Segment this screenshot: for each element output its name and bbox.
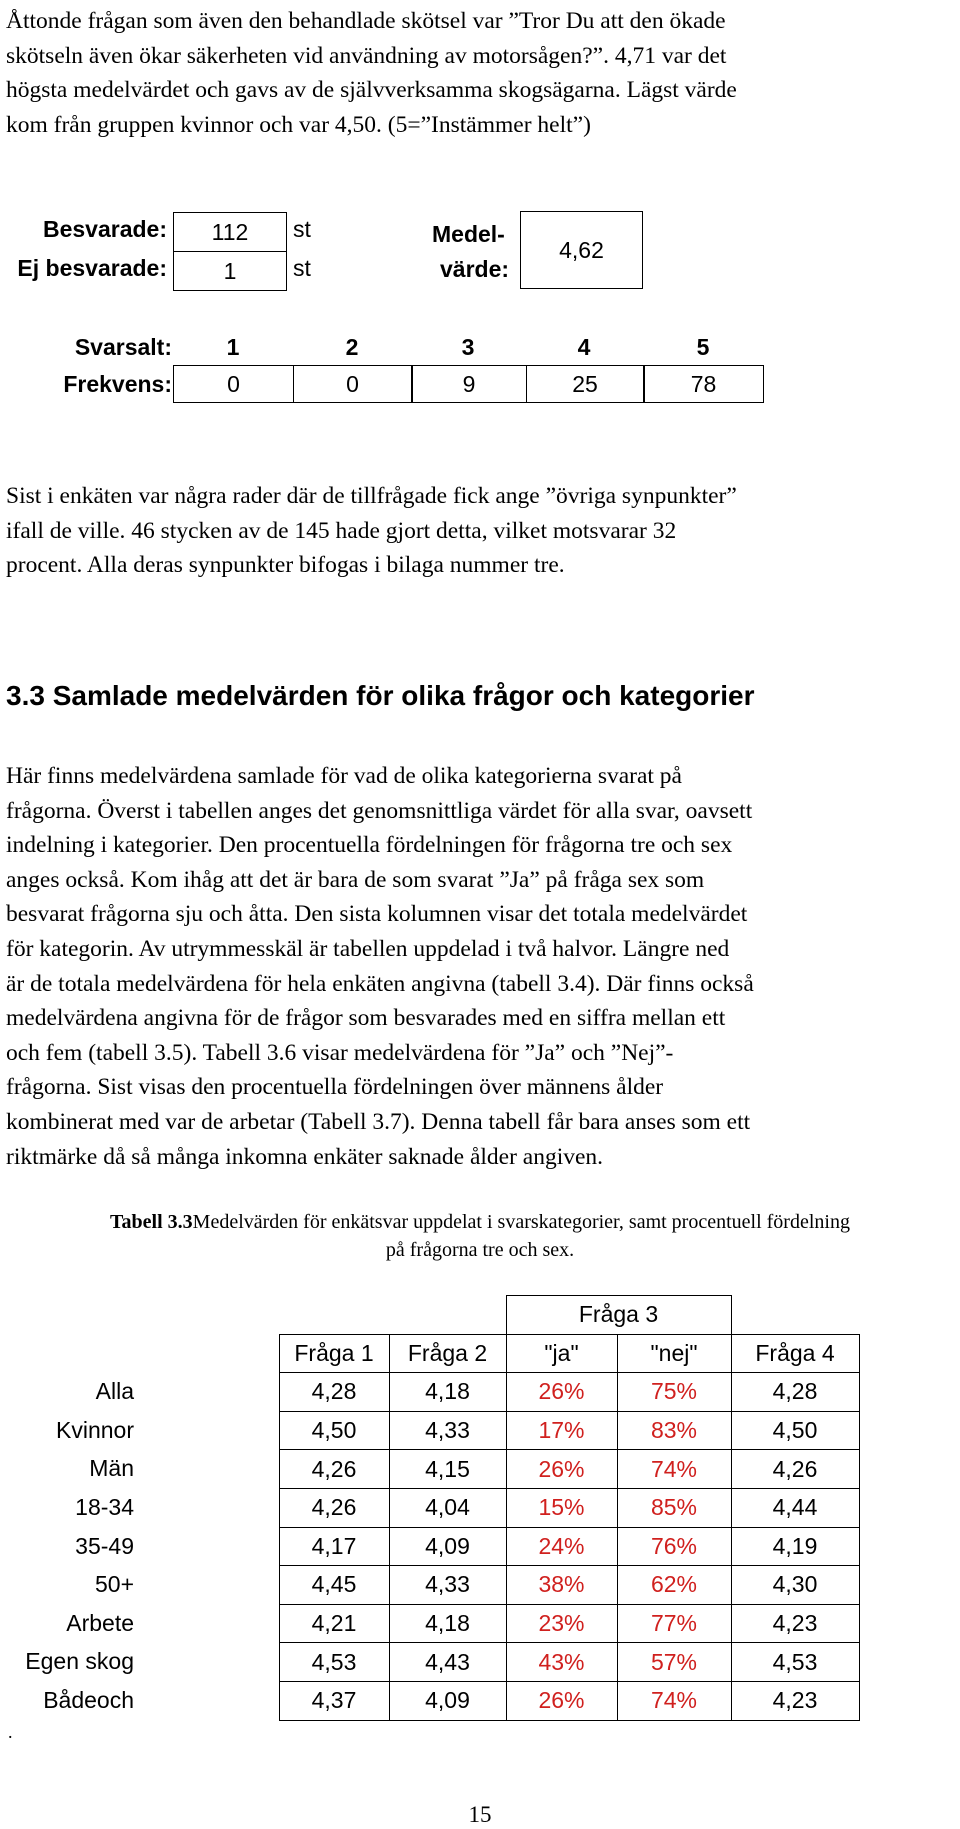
- table-cell: 77%: [617, 1604, 731, 1643]
- answer-option: 2: [345, 334, 359, 360]
- frequency-count: 0: [293, 365, 413, 403]
- answer-option: 5: [696, 334, 710, 360]
- comments-line: Sist i enkäten var några rader där de tillfrågade fick ange ”övriga synpunkter”: [6, 483, 737, 509]
- answer-options-label: Svarsalt:: [74, 334, 172, 360]
- table-cell: 4,43: [389, 1643, 506, 1682]
- comments-paragraph: [6, 479, 956, 583]
- table-cell: 4,53: [731, 1643, 859, 1682]
- table-cell: 4,53: [279, 1643, 389, 1682]
- row-label: Kvinnor: [56, 1416, 134, 1443]
- stray-mark: .: [8, 1722, 13, 1742]
- table-cell: 4,28: [279, 1373, 389, 1412]
- row-label: Bådeoch: [43, 1687, 134, 1713]
- table-cell: 74%: [617, 1681, 731, 1720]
- unanswered-unit: st: [293, 255, 311, 281]
- table-cell: 4,19: [731, 1527, 859, 1566]
- row-label-spacer: [138, 1604, 279, 1643]
- table-cell: 23%: [506, 1604, 617, 1643]
- row-label: Egen skog: [25, 1648, 134, 1675]
- table-cell: 4,18: [389, 1373, 506, 1412]
- mean-label: Medel-: [432, 221, 505, 247]
- table-cell: 4,17: [279, 1527, 389, 1566]
- table-cell: 4,09: [389, 1681, 506, 1720]
- table-cell: 4,33: [389, 1566, 506, 1605]
- column-header: Fråga 4: [731, 1334, 859, 1373]
- section-line: för kategorin. Av utrymmesskäl är tabellen uppdelad i två halvor. Längre ned: [6, 935, 730, 962]
- section-line: kombinerat med var de arbetar (Tabell 3.7). Denna tabell får bara anses som ett: [6, 1108, 751, 1135]
- table-group-header-row: [138, 1296, 859, 1335]
- caption-text: Medelvärden för enkätsvar uppdelat i svarskategorier, samt procentuell fördelning: [192, 1211, 850, 1233]
- caption-label: Tabell 3.3: [110, 1211, 193, 1233]
- table-cell: 26%: [506, 1681, 617, 1720]
- row-label: Arbete: [66, 1609, 134, 1636]
- table-cell: 4,26: [279, 1488, 389, 1527]
- table-caption: [0, 1208, 960, 1264]
- table-cell: 4,23: [731, 1604, 859, 1643]
- row-label: 50+: [94, 1571, 134, 1598]
- table-cell: 24%: [506, 1527, 617, 1566]
- section-line: är de totala medelvärdena för hela enkäten angivna (tabell 3.4). Där finns också: [6, 970, 754, 997]
- section-paragraph: [6, 759, 956, 1174]
- row-label: Män: [89, 1455, 134, 1482]
- row-label-spacer: [138, 1411, 279, 1450]
- intro-line: skötseln även ökar säkerheten vid användning av motorsågen?”. 4,71 var det: [6, 42, 727, 69]
- section-line: frågorna. Sist visas den procentuella fördelningen över männens ålder: [6, 1074, 664, 1101]
- frequency-count: 0: [173, 365, 294, 403]
- unanswered-label: Ej besvarade:: [17, 255, 167, 281]
- section-heading: 3.3 Samlade medelvärden för olika frågor och kategorier: [6, 680, 755, 711]
- row-label: 35-49: [75, 1532, 134, 1559]
- row-label: Alla: [95, 1378, 134, 1405]
- table-cell: 4,44: [731, 1488, 859, 1527]
- table-cell: 4,30: [731, 1566, 859, 1605]
- table-cell: 4,50: [279, 1411, 389, 1450]
- unanswered-value: 1: [173, 251, 287, 291]
- section-line: anges också. Kom ihåg att det är bara de som svarat ”Ja” på fråga sex som: [6, 866, 705, 893]
- table-cell: 26%: [506, 1373, 617, 1412]
- group-header: Fråga 3: [506, 1296, 731, 1335]
- column-header: Fråga 2: [389, 1334, 506, 1373]
- table-cell: 83%: [617, 1411, 731, 1450]
- row-label-spacer: [138, 1681, 279, 1720]
- table-row: [138, 1643, 859, 1682]
- table-cell: 4,09: [389, 1527, 506, 1566]
- means-table: [138, 1295, 860, 1721]
- mean-label: värde:: [440, 256, 510, 282]
- answer-option: 3: [461, 334, 475, 360]
- table-cell: 4,26: [279, 1450, 389, 1489]
- intro-paragraph: [6, 4, 956, 142]
- section-line: Här finns medelvärdena samlade för vad de olika kategorierna svarat på: [6, 763, 682, 789]
- table-cell: 4,21: [279, 1604, 389, 1643]
- table-cell: 26%: [506, 1450, 617, 1489]
- row-label-spacer: [138, 1527, 279, 1566]
- table-row: [138, 1450, 859, 1489]
- answered-label: Besvarade:: [42, 216, 167, 242]
- section-line: riktmärke då så många inkomna enkäter saknade ålder angiven.: [6, 1143, 604, 1170]
- page-number: 15: [468, 1802, 492, 1827]
- table-cell: 85%: [617, 1488, 731, 1527]
- table-cell: 4,23: [731, 1681, 859, 1720]
- table-cell: 4,37: [279, 1681, 389, 1720]
- answer-option: 4: [577, 334, 591, 360]
- table-cell: 76%: [617, 1527, 731, 1566]
- frequency-count: 78: [643, 365, 764, 403]
- column-header: "nej": [617, 1334, 731, 1373]
- section-line: och fem (tabell 3.5). Tabell 3.6 visar medelvärdena för ”Ja” och ”Nej”-: [6, 1039, 674, 1066]
- caption-line: på frågorna tre och sex.: [385, 1239, 575, 1261]
- answered-value: 112: [173, 212, 287, 252]
- table-row: [138, 1566, 859, 1605]
- answer-option: 1: [226, 334, 240, 360]
- comments-line: procent. Alla deras synpunkter bifogas i bilaga nummer tre.: [6, 552, 565, 579]
- table-cell: 4,04: [389, 1488, 506, 1527]
- row-label-spacer: [138, 1450, 279, 1489]
- table-cell: 38%: [506, 1566, 617, 1605]
- table-cell: 4,45: [279, 1566, 389, 1605]
- table-cell: 75%: [617, 1373, 731, 1412]
- table-cell: 43%: [506, 1643, 617, 1682]
- comments-line: ifall de ville. 46 stycken av de 145 hade gjort detta, vilket motsvarar 32: [6, 517, 677, 544]
- table-cell: 4,28: [731, 1373, 859, 1412]
- section-line: frågorna. Överst i tabellen anges det genomsnittliga värdet för alla svar, oavsett: [6, 797, 753, 824]
- table-row: [138, 1373, 859, 1412]
- table-cell: 4,15: [389, 1450, 506, 1489]
- intro-line: Åttonde frågan som även den behandlade skötsel var ”Tror Du att den ökade: [6, 8, 726, 34]
- table-cell: 15%: [506, 1488, 617, 1527]
- section-line: indelning i kategorier. Den procentuella fördelningen för frågorna tre och sex: [6, 832, 733, 859]
- frequency-label: Frekvens:: [63, 371, 172, 397]
- table-header-row: [138, 1334, 859, 1373]
- table-row: [138, 1604, 859, 1643]
- table-cell: 4,18: [389, 1604, 506, 1643]
- frequency-count: 25: [526, 365, 645, 403]
- mean-value: 4,62: [520, 211, 643, 289]
- table-row: [138, 1527, 859, 1566]
- intro-line: kom från gruppen kvinnor och var 4,50. (5=”Instämmer helt”): [6, 111, 591, 138]
- section-line: medelvärdena angivna för de frågor som besvarades med en siffra mellan ett: [6, 1005, 726, 1032]
- table-row: [138, 1681, 859, 1720]
- table-cell: 4,33: [389, 1411, 506, 1450]
- intro-line: högsta medelvärdet och gavs av de självverksamma skogsägarna. Lägst värde: [6, 77, 737, 104]
- frequency-count: 9: [411, 365, 527, 403]
- column-header: Fråga 1: [279, 1334, 389, 1373]
- row-label-spacer: [138, 1643, 279, 1682]
- row-label: 18-34: [75, 1494, 134, 1520]
- table-cell: 4,26: [731, 1450, 859, 1489]
- table-cell: 62%: [617, 1566, 731, 1605]
- table-cell: 4,50: [731, 1411, 859, 1450]
- row-label-spacer: [138, 1566, 279, 1605]
- row-label-spacer: [138, 1373, 279, 1412]
- table-cell: 57%: [617, 1643, 731, 1682]
- section-line: besvarat frågorna sju och åtta. Den sista kolumnen visar det totala medelvärdet: [6, 901, 748, 928]
- answered-unit: st: [293, 216, 311, 242]
- table-row: [138, 1411, 859, 1450]
- column-header: "ja": [506, 1334, 617, 1373]
- caption-line: [0, 1208, 960, 1236]
- table-cell: 74%: [617, 1450, 731, 1489]
- table-row: [138, 1488, 859, 1527]
- row-label-spacer: [138, 1488, 279, 1527]
- table-cell: 17%: [506, 1411, 617, 1450]
